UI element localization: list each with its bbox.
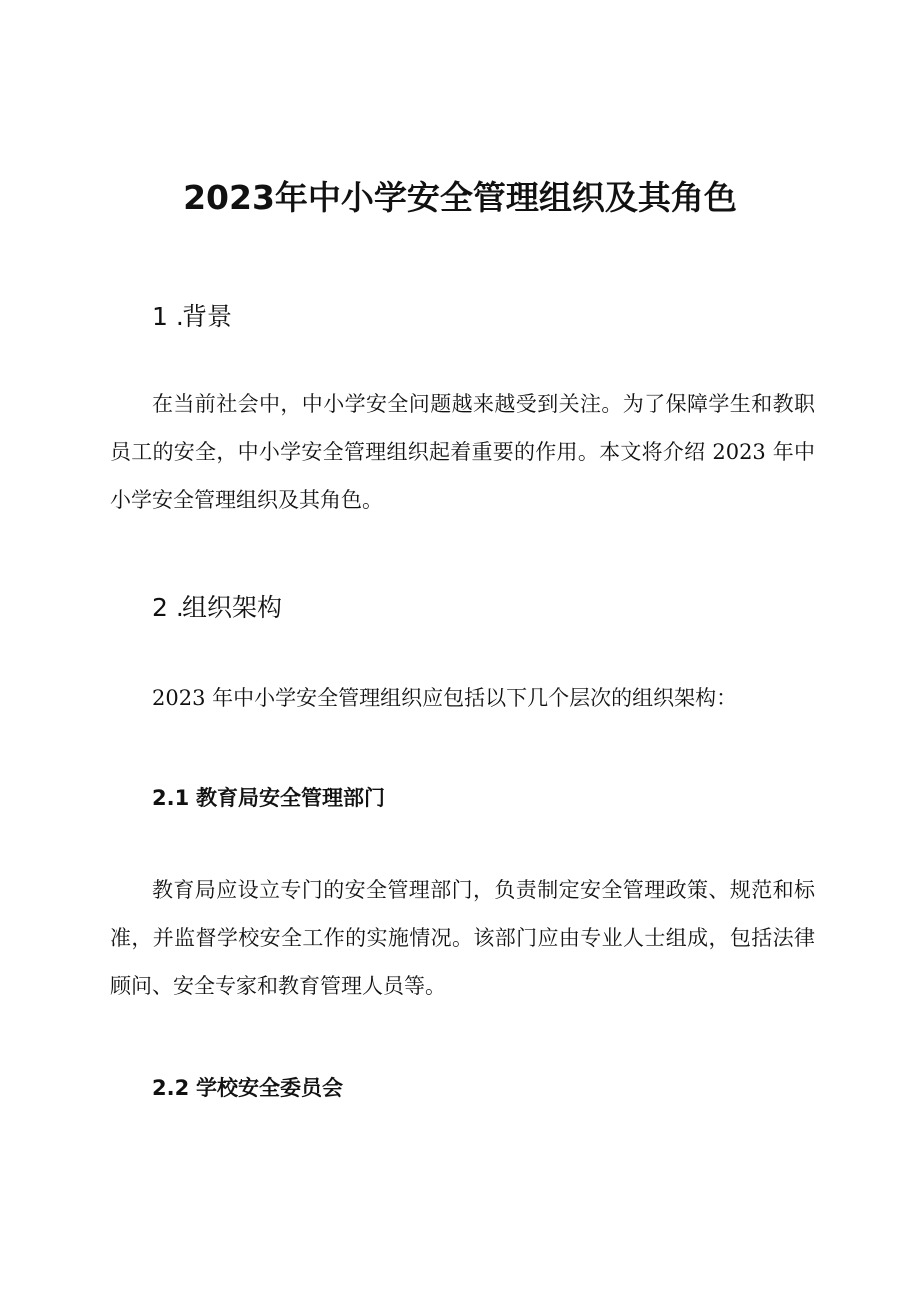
section-heading-structure — [152, 588, 282, 624]
section-number: 2 . — [152, 593, 184, 622]
section-title: 组织架构 — [182, 593, 283, 622]
subsection-heading-education-bureau — [152, 782, 385, 812]
section-number: 1 . — [152, 302, 184, 331]
structure-intro-paragraph: 2023 年中小学安全管理组织应包括以下几个层次的组织架构： — [152, 686, 738, 710]
section-title: 背景 — [182, 302, 233, 331]
subsection-title: 教育局安全管理部门 — [196, 786, 385, 810]
subsection-heading-school-committee — [152, 1072, 343, 1102]
education-bureau-paragraph: 教育局应设立专门的安全管理部门，负责制定安全管理政策、规范和标准，并监督学校安全工作的实施情况。该部门应由专业人士组成，包括法律顾问、安全专家和教育管理人员等。 — [110, 878, 815, 998]
subsection-title: 学校安全委员会 — [196, 1076, 343, 1100]
document-title: 2023年中小学安全管理组织及其角色 — [183, 178, 737, 217]
subsection-number: 2.2 — [152, 1076, 190, 1100]
subsection-number: 2.1 — [152, 786, 190, 810]
background-paragraph: 在当前社会中，中小学安全问题越来越受到关注。为了保障学生和教职员工的安全，中小学安全管理组织起着重要的作用。本文将介绍 2023 年中小学安全管理组织及其角色。 — [110, 392, 815, 512]
section-heading-background — [152, 297, 232, 333]
